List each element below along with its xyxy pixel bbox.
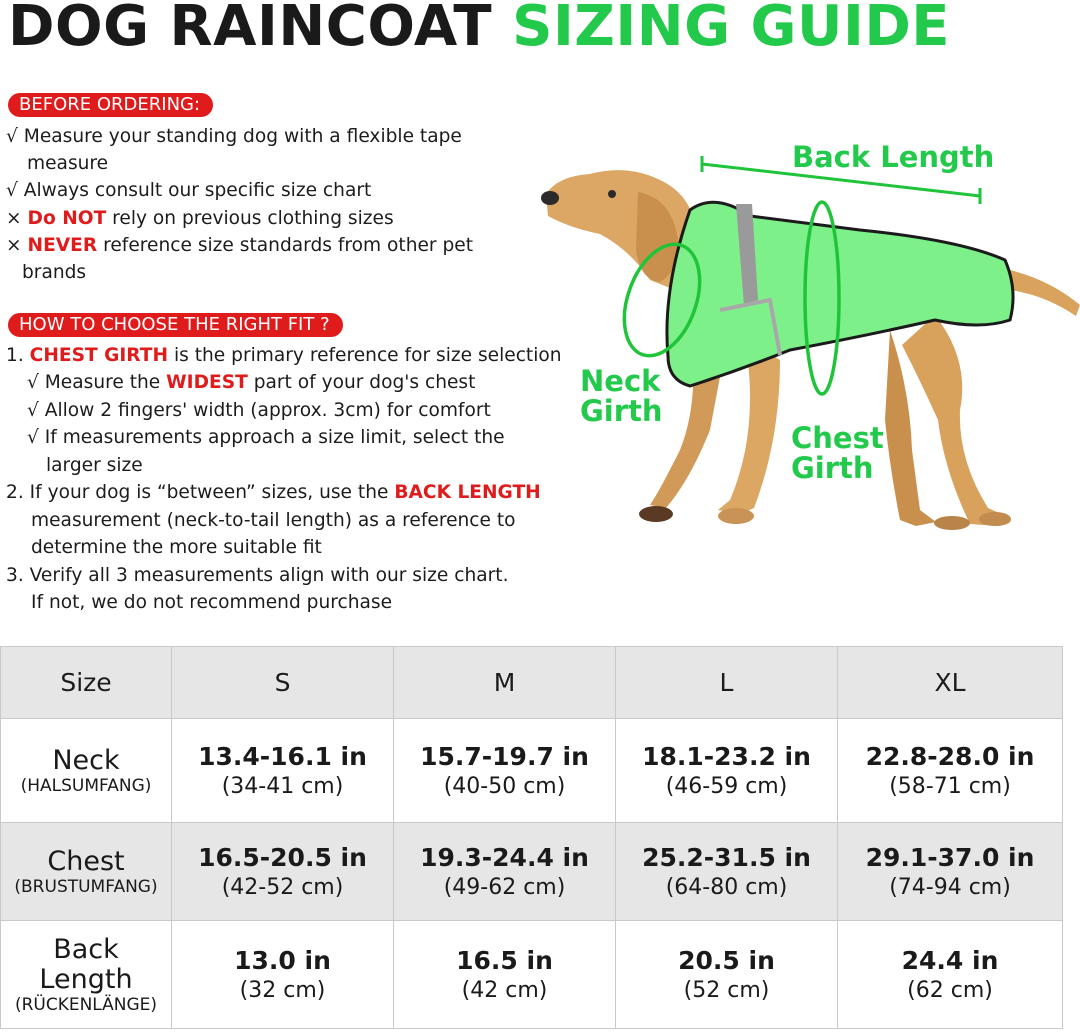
cell-chest-l: 25.2-31.5 in (64-80 cm) [616,823,838,921]
cell-chest-s: 16.5-20.5 in (42-52 cm) [172,823,394,921]
cell-back-l: 20.5 in (52 cm) [616,921,838,1029]
cell-neck-l: 18.1-23.2 in (46-59 cm) [616,719,838,823]
before-item-4-cont: brands [22,262,87,283]
size-chart-table [0,646,1063,1029]
fit-badge: HOW TO CHOOSE THE RIGHT FIT ? [8,313,343,337]
dog-measurement-diagram [540,130,1080,550]
fit-point-2-l2: measurement (neck-to-tail length) as a reference to [31,510,516,531]
before-ordering-badge: BEFORE ORDERING: [8,93,213,117]
table-row-neck [1,719,1063,823]
fit-point-3-cont: If not, we do not recommend purchase [31,592,393,613]
title-part-2: SIZING GUIDE [512,0,951,59]
cell-neck-m: 15.7-19.7 in (40-50 cm) [394,719,616,823]
before-item-4: × NEVER reference size standards from other pet [6,235,474,256]
cell-chest-m: 19.3-24.4 in (49-62 cm) [394,823,616,921]
header-size: Size [1,647,172,719]
row-label-back-length: Back Length (RÜCKENLÄNGE) [1,921,172,1029]
row-label-chest: Chest (BRUSTUMFANG) [1,823,172,921]
header-l: L [616,647,838,719]
table-row-chest [1,823,1063,921]
fit-sub-3: √ If measurements approach a size limit, select the [27,427,505,448]
table-row-back-length [1,921,1063,1029]
cell-back-m: 16.5 in (42 cm) [394,921,616,1029]
page-title [8,0,950,60]
header-s: S [172,647,394,719]
fit-sub-1: √ Measure the WIDEST part of your dog's chest [27,372,476,393]
before-item-1-cont: measure [27,153,109,174]
fit-point-2-l3: determine the more suitable fit [31,537,322,558]
neck-girth-label: Neck Girth [580,364,663,428]
cell-back-xl: 24.4 in (62 cm) [838,921,1063,1029]
fit-point-1: 1. CHEST GIRTH is the primary reference for size selection [6,345,562,366]
cell-neck-xl: 22.8-28.0 in (58-71 cm) [838,719,1063,823]
fit-sub-3-cont: larger size [46,455,143,476]
before-item-2: √ Always consult our specific size chart [6,180,372,201]
chest-girth-label: Chest Girth [791,421,884,485]
fit-point-3: 3. Verify all 3 measurements align with our size chart. [6,565,509,586]
table-header-row [1,647,1063,719]
header-xl: XL [838,647,1063,719]
cell-chest-xl: 29.1-37.0 in (74-94 cm) [838,823,1063,921]
back-length-label: Back Length [792,140,995,174]
cell-neck-s: 13.4-16.1 in (34-41 cm) [172,719,394,823]
row-label-neck: Neck (HALSUMFANG) [1,719,172,823]
before-item-3: × Do NOT rely on previous clothing sizes [6,208,394,229]
fit-sub-2: √ Allow 2 fingers' width (approx. 3cm) for comfort [27,400,491,421]
cell-back-s: 13.0 in (32 cm) [172,921,394,1029]
dog-illustration [540,130,1080,550]
header-m: M [394,647,616,719]
fit-point-2: 2. If your dog is “between” sizes, use the BACK LENGTH [6,482,541,503]
before-item-1: √ Measure your standing dog with a flexible tape [6,126,462,147]
title-part-1: DOG RAINCOAT [8,0,493,59]
